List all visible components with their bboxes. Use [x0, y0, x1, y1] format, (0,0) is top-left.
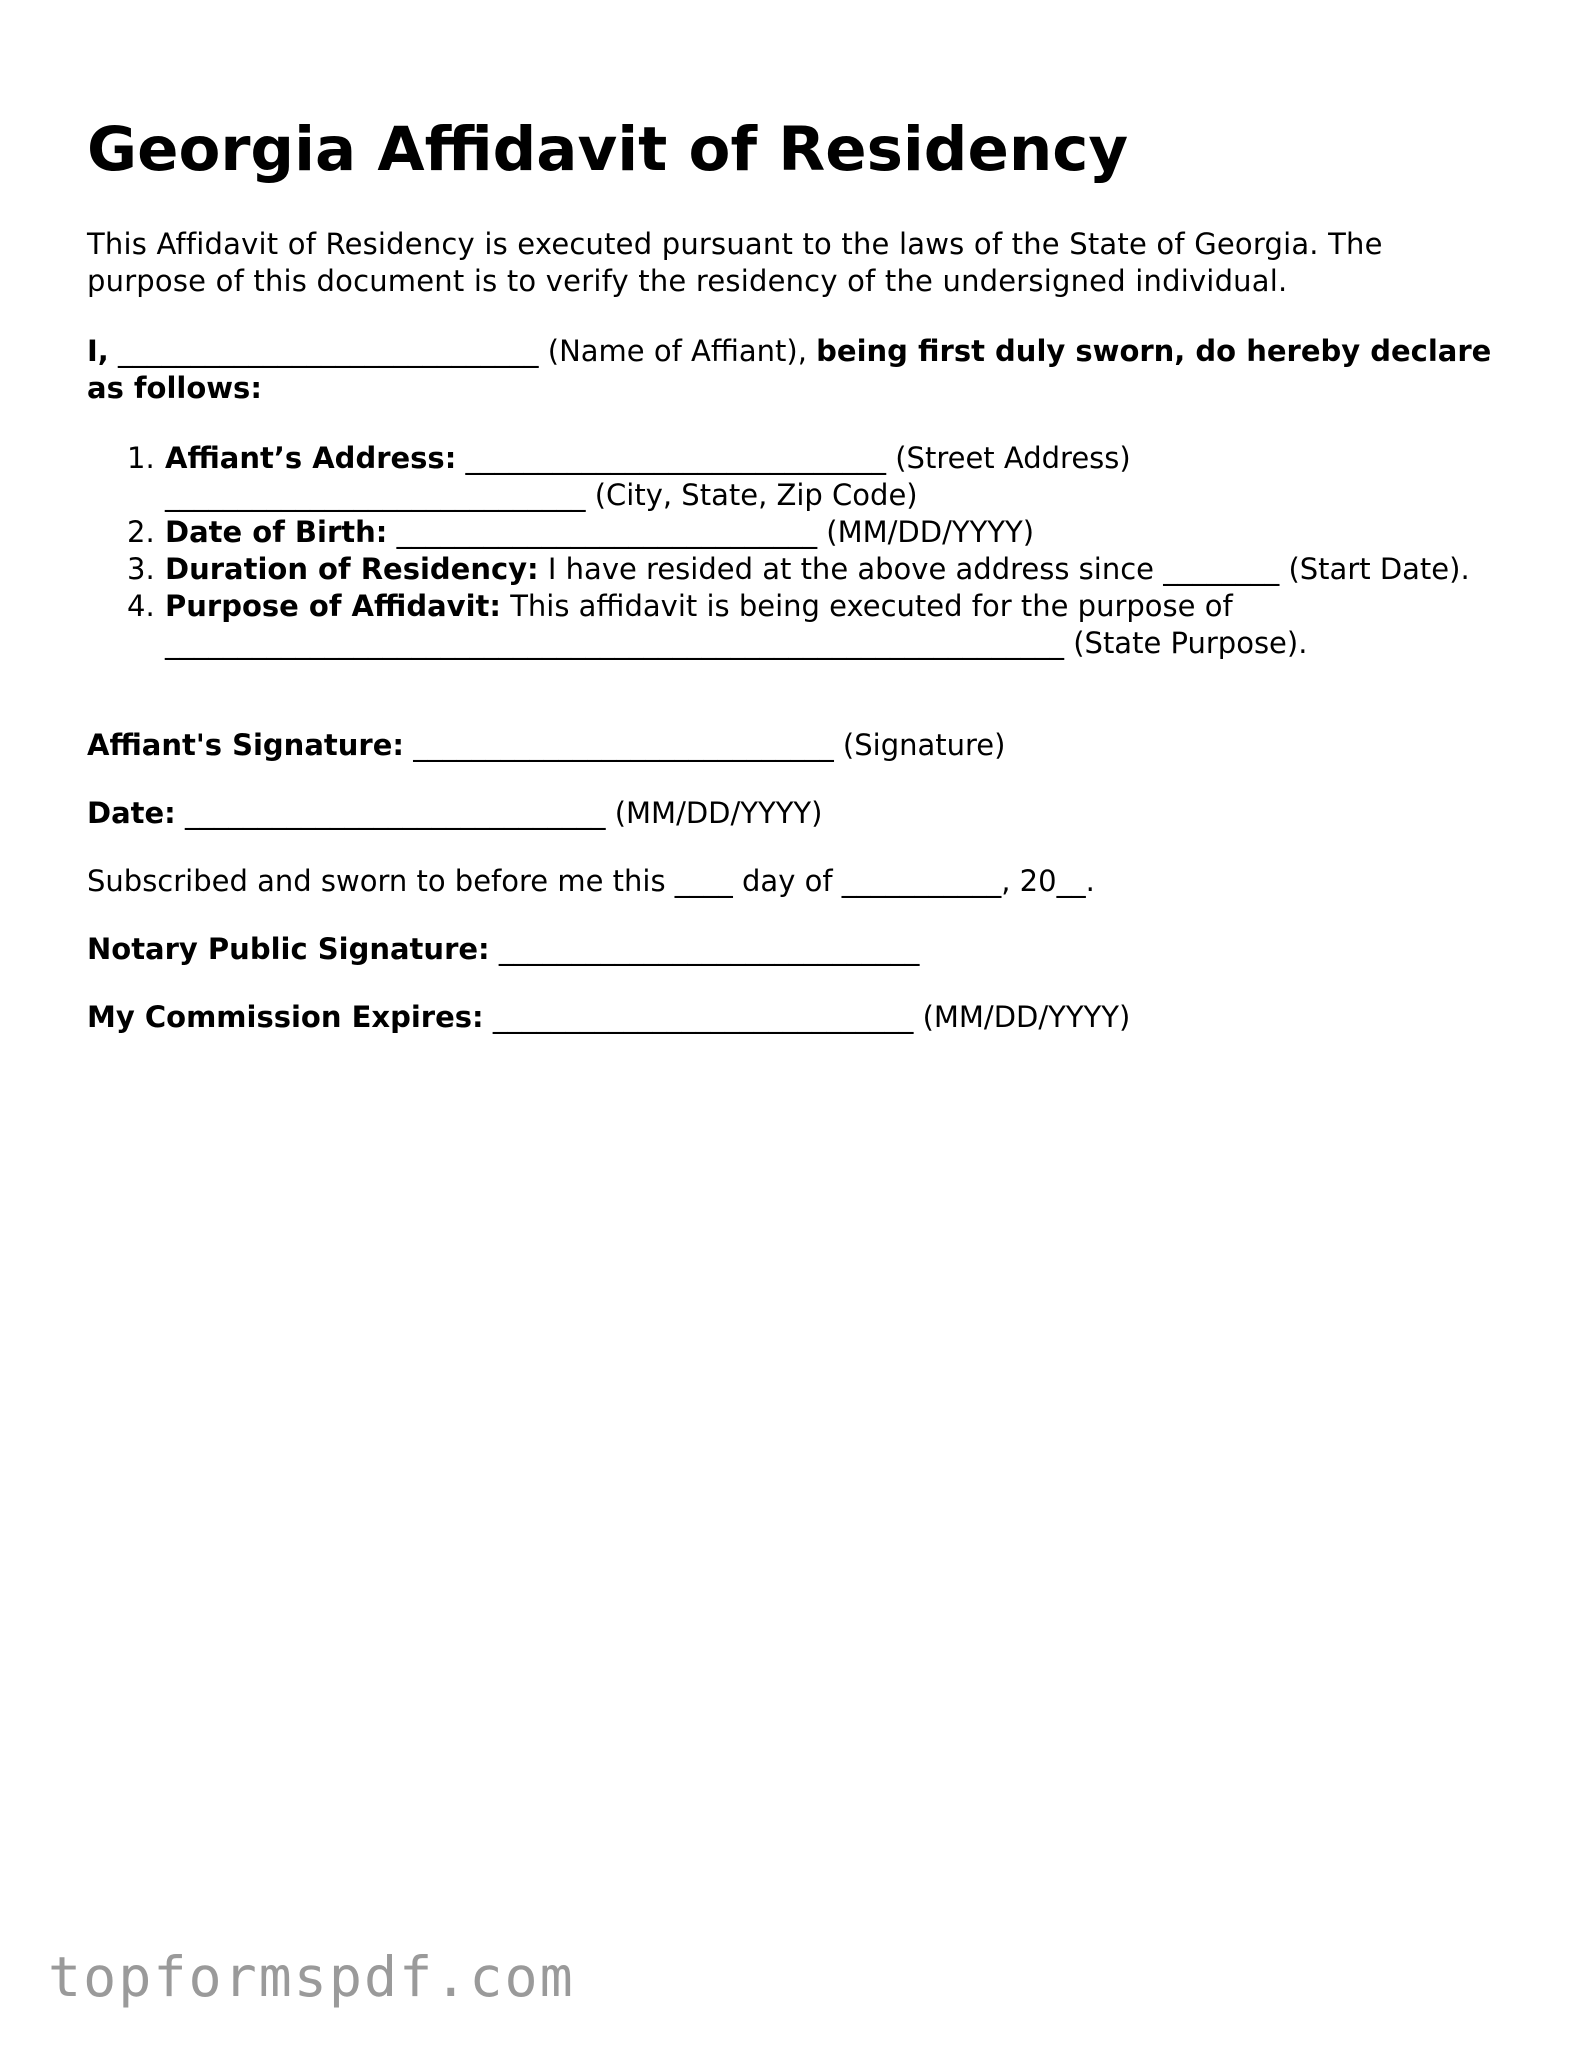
affiant-signature-line	[87, 727, 1005, 764]
affiant-signature-label: Affiant's Signature:	[87, 728, 404, 762]
date-line	[87, 795, 822, 832]
birth-date-hint: (MM/DD/YYYY)	[826, 515, 1035, 549]
sworn-year-blank[interactable]: __	[1056, 864, 1086, 898]
list-item-residency-duration	[87, 551, 1507, 588]
sworn-text-3: , 20	[1001, 864, 1057, 898]
residency-duration-label: Duration of Residency:	[165, 552, 539, 586]
declaration-sworn-text: being first duly sworn, do hereby declare as follows:	[87, 334, 1492, 405]
residency-duration-text: I have resided at the above address since	[547, 552, 1155, 586]
commission-expires-hint: (MM/DD/YYYY)	[922, 1000, 1131, 1034]
start-date-hint: (Start Date).	[1288, 552, 1470, 586]
purpose-label: Purpose of Affidavit:	[165, 589, 501, 623]
notary-signature-label: Notary Public Signature:	[87, 932, 490, 966]
item-number: 1.	[127, 441, 155, 475]
date-blank[interactable]: _____________________________	[185, 796, 606, 830]
document-title: Georgia Affidavit of Residency	[87, 114, 1129, 185]
notary-signature-line	[87, 931, 919, 968]
item-number: 4.	[127, 589, 155, 623]
street-address-blank[interactable]: _____________________________	[465, 441, 887, 475]
purpose-hint: (State Purpose).	[1073, 626, 1308, 660]
start-date-blank[interactable]: ________	[1163, 552, 1280, 586]
birth-date-label: Date of Birth:	[165, 515, 388, 549]
sworn-text-4: .	[1085, 864, 1095, 898]
date-hint: (MM/DD/YYYY)	[614, 796, 823, 830]
sworn-line	[87, 863, 1095, 900]
street-address-hint: (Street Address)	[895, 441, 1131, 475]
purpose-text: This affidavit is being executed for the purpose of	[510, 589, 1233, 623]
affiant-signature-hint: (Signature)	[842, 728, 1006, 762]
declaration-items-list	[87, 440, 1507, 662]
purpose-blank[interactable]: ______________________________________________________________	[165, 626, 1064, 660]
commission-expires-blank[interactable]: _____________________________	[492, 1000, 914, 1034]
sworn-day-blank[interactable]: ____	[674, 864, 733, 898]
watermark-text: topformspdf.com	[48, 1945, 575, 2009]
list-item-address	[87, 440, 1507, 514]
city-state-zip-blank[interactable]: _____________________________	[165, 478, 586, 512]
affiant-name-blank[interactable]: _____________________________	[118, 334, 539, 368]
list-item-birth-date	[87, 514, 1507, 551]
date-label: Date:	[87, 796, 176, 830]
sworn-month-blank[interactable]: ___________	[841, 864, 1002, 898]
city-state-zip-hint: (City, State, Zip Code)	[594, 478, 918, 512]
birth-date-blank[interactable]: _____________________________	[396, 515, 818, 549]
sworn-text-2: day of	[742, 864, 833, 898]
notary-signature-blank[interactable]: _____________________________	[498, 932, 920, 966]
address-label: Affiant’s Address:	[165, 441, 457, 475]
commission-expires-label: My Commission Expires:	[87, 1000, 484, 1034]
affiant-signature-blank[interactable]: _____________________________	[413, 728, 834, 762]
sworn-text-1: Subscribed and sworn to before me this	[87, 864, 666, 898]
declaration-prefix: I,	[87, 334, 109, 368]
declaration-paragraph	[87, 333, 1507, 407]
item-number: 2.	[127, 515, 155, 549]
commission-expires-line	[87, 999, 1130, 1036]
list-item-purpose	[87, 588, 1507, 662]
affiant-name-hint: (Name of Affiant),	[547, 334, 807, 368]
item-number: 3.	[127, 552, 155, 586]
intro-paragraph: This Affidavit of Residency is executed pursuant to the laws of the State of Georgia. The purpose of this document is to verify the residency of the undersigned individual.	[87, 227, 1383, 298]
